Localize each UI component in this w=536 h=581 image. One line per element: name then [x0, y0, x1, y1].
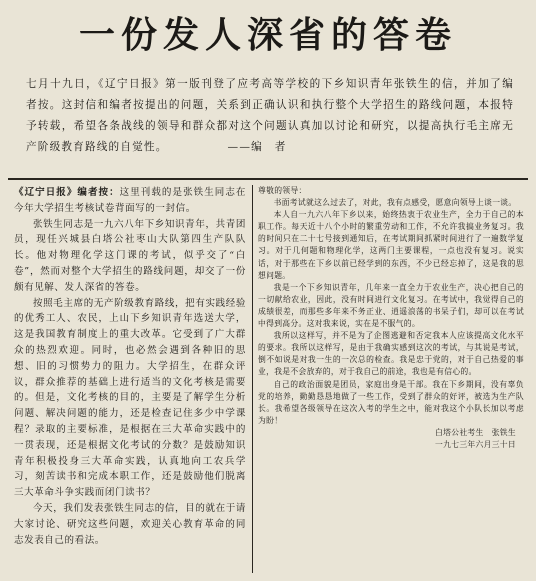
letter-paragraph: 我所以这样写，并不是为了企图逃避和否定我本人应该提高文化水平的要求。我所以这样写，是由于我确实感到这次的考试，与其说是考试，倒不如说是对我一生的一次总的检查。我是忠于党的，对于自己热爱的事业，我是不会放弃的，对于我自己的前途，我也是有信心的。 — [258, 331, 524, 377]
left-paragraph: 按照毛主席的无产阶级教育路线，把有实践经验的优秀工人、农民，上山下乡知识青年选送大学，这是我国教育制度上的重大改革。它受到了广大群众的热烈欢迎。同时，也必然会遇到各种旧的思想、旧的习惯势力的阻力。大学招生，在群众评议，群众推荐的基础上进行适当的文化考核是需要的。但是，文化考核的目的，主要是了解学生分析问题、解决问题的能力，还是检查记住多少中学课程？录取的主要标准，是根据在三大革命实践中的一贯表现，还是根据文化考试的分数？是鼓励知识青年积极投身三大革命实践，认真地向工农兵学习，刻苦读书和完成本职工作，还是鼓励他们脱离三大革命斗争实践而闭门读书？ — [14, 297, 246, 499]
column-divider — [252, 185, 253, 573]
letter-paragraph: 我是一个下乡知识青年，几年来一直全力于农业生产，决心把自己的一切献给农业，因此，没有时间进行文化复习。在考试中，我觉得自己的成绩很差，而那些多年来不务正业、逍遥浪荡的书呆子们，却可以在考试中得到高分。这对我来说，实在是不服气的。 — [258, 282, 524, 329]
letter-paragraph: 自己的政治面貌是团员，家庭出身是干部。我在下乡期间，没有辜负党的培养，勤勤恳恳地做了一些工作，受到了群众的好评，被选为生产队长。我希望各级领导在这次入考的学生之中，能对我这个小队长加以考虑为盼！ — [258, 379, 524, 425]
letter-paragraph: 书面考试就这么过去了，对此，我有点感受，愿意向领导上谈一谈。 — [273, 198, 517, 208]
left-column — [14, 185, 246, 573]
section-rule — [8, 178, 528, 180]
left-paragraph: 今天，我们发表张铁生同志的信，目的就在于请大家讨论、研究这些问题，欢迎关心教育革命的同志发表自己的看法。 — [14, 502, 246, 546]
letter-signature: 白塔公社考生 张铁生 — [435, 427, 516, 437]
letter-paragraph: 本人自一九六八年下乡以来，始终热衷于农业生产，全力于自己的本职工作。每天近十八个小时的繁重劳动和工作，不允许我搞业务复习。我的时间只在二十七号接到通知后，在考试期间抓紧时间进行了一遍数学复习。对于几何题和物理化学，这两门主要课程，一点也没有复习。说实话，对于那些在下乡以前已经学到的东西，不少已经忘掉了，这是我的思想问题。 — [258, 210, 524, 280]
editor-lead: 《辽宁日报》编者按： — [14, 187, 120, 198]
editor-note-signature: ——编 者 — [227, 141, 287, 153]
headline: 一份发人深省的答卷 — [78, 15, 457, 56]
editor-note-text: 七月十九日，《辽宁日报》第一版刊登了应考高等学校的下乡知识青年张铁生的信，并加了编者按。这封信和编者按提出的问题，关系到正确认识和执行整个大学招生的路线问题，本报特予转载，希望各条战线的领导和群众都对这个问题认真加以讨论和研究，以提高执行毛主席无产阶级教育路线的自觉性。 — [26, 78, 514, 153]
right-column — [258, 185, 524, 573]
salutation: 尊敬的领导： — [258, 186, 307, 195]
editor-note — [26, 74, 514, 158]
left-paragraph: 《辽宁日报》编者按：这里刊载的是张铁生同志在今年大学招生考核试卷背面写的一封信。 — [14, 187, 246, 214]
left-paragraph: 张铁生同志是一九六八年下乡知识青年，共青团员，现任兴城县白塔公社枣山大队第四生产队队长。他对物理化学这门课的考试，似乎交了“白卷”，然而对整个大学招生的路线问题，却交了一份颇有见解、发人深省的答卷。 — [14, 218, 246, 293]
letter-date: 一九七三年六月三十日 — [435, 439, 516, 449]
